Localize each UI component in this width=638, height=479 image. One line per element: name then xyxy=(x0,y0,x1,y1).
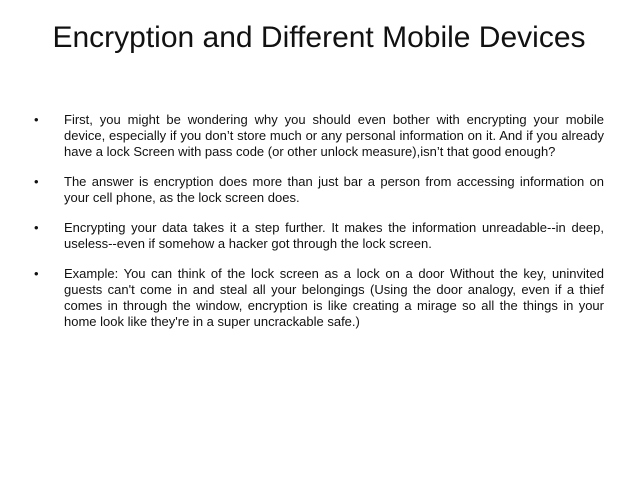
bullet-item-1 xyxy=(34,112,604,160)
bullet-icon: • xyxy=(34,220,39,235)
bullet-item-4 xyxy=(34,266,604,330)
bullet-icon: • xyxy=(34,112,39,127)
slide-title: Encryption and Different Mobile Devices xyxy=(52,21,586,54)
bullet-icon: • xyxy=(34,174,39,189)
bullet-item-3 xyxy=(34,220,604,252)
bullet-text-4: Example: You can think of the lock screen as a lock on a door Without the key, uninvited guests can't come in and steal all your belongings (Using the door analogy, even if a thief comes in through the window, encryption is like creating a mirage so all the things in your home look like they're in a super uncrackable safe.) xyxy=(64,266,604,329)
bullet-icon: • xyxy=(34,266,39,281)
bullet-text-3: Encrypting your data takes it a step further. It makes the information unreadable--in deep, useless--even if somehow a hacker got through the lock screen. xyxy=(64,220,604,251)
bullet-text-2: The answer is encryption does more than just bar a person from accessing information on your cell phone, as the lock screen does. xyxy=(64,174,604,205)
bullet-item-2 xyxy=(34,174,604,206)
bullet-text-1: First, you might be wondering why you should even bother with encrypting your mobile device, especially if you don’t store much or any personal information on it. And if you already have a lock Screen with pass code (or other unlock measure),isn’t that good enough? xyxy=(64,112,604,159)
bullet-list xyxy=(34,112,604,344)
